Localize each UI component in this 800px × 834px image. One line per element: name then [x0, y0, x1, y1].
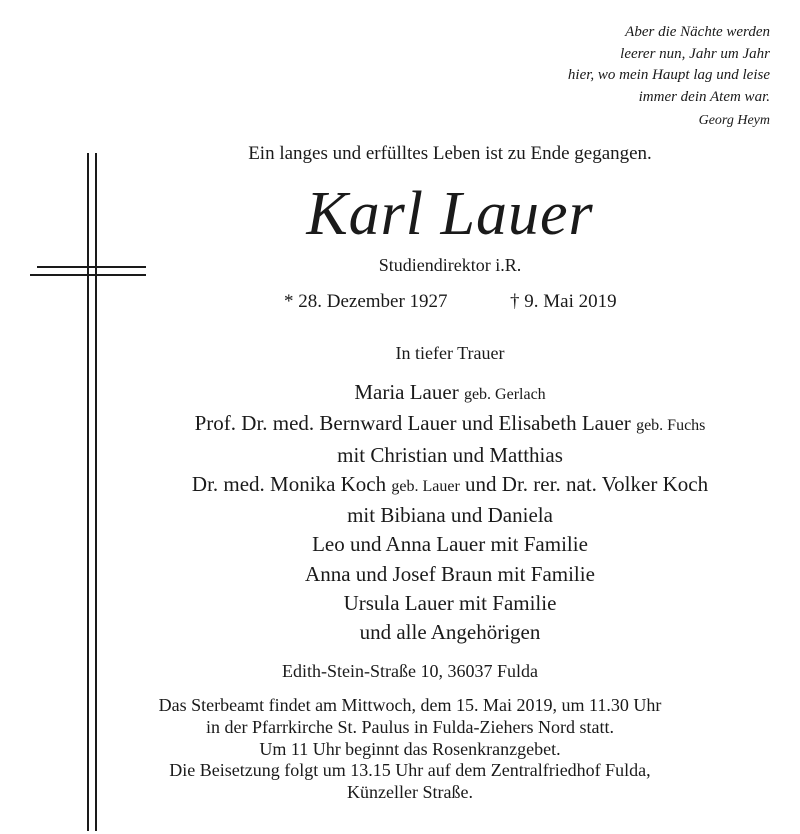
poem-line: leerer nun, Jahr um Jahr — [620, 45, 770, 62]
deceased-title: Studiendirektor i.R. — [378, 255, 522, 275]
address: Edith-Stein-Straße 10, 36037 Fulda — [282, 661, 538, 681]
poem-line: Aber die Nächte werden — [625, 24, 770, 40]
poem-author: Georg Heym — [698, 113, 770, 128]
maiden-name: geb. Gerlach — [463, 386, 546, 403]
family-line — [100, 378, 800, 409]
family-list — [100, 378, 800, 648]
poem — [410, 22, 770, 132]
family-name: Dr. med. Monika Koch — [191, 471, 387, 496]
service-line: Künzeller Straße. — [347, 782, 473, 803]
family-line: mit Christian und Matthias — [337, 442, 563, 467]
family-line: Ursula Lauer mit Familie — [343, 591, 557, 616]
mourning-heading: In tiefer Trauer — [395, 343, 505, 363]
death-date: † 9. Mai 2019 — [510, 291, 617, 312]
family-line — [100, 470, 800, 501]
service-line: in der Pfarrkirche St. Paulus in Fulda-Ziehers Nord statt. — [206, 716, 614, 737]
family-line: und alle Angehörigen — [359, 620, 541, 645]
family-name: Prof. Dr. med. Bernward Lauer und Elisabeth Lauer — [194, 411, 631, 436]
family-name: Maria Lauer — [354, 380, 459, 404]
deceased-name: Karl Lauer — [306, 180, 594, 248]
birth-date: * 28. Dezember 1927 — [284, 291, 448, 312]
family-line: mit Bibiana und Daniela — [347, 503, 553, 528]
family-line: Leo und Anna Lauer mit Familie — [312, 532, 588, 557]
family-line — [100, 409, 800, 440]
service-line: Das Sterbeamt findet am Mittwoch, dem 15. Mai 2019, um 11.30 Uhr — [158, 695, 662, 715]
intro-text: Ein langes und erfülltes Leben ist zu Ende gegangen. — [248, 143, 652, 164]
service-line: Die Beisetzung folgt um 13.15 Uhr auf dem Zentralfriedhof Fulda, — [169, 760, 651, 781]
maiden-name: geb. Fuchs — [636, 417, 706, 435]
poem-line: immer dein Atem war. — [638, 88, 770, 105]
service-info — [80, 695, 740, 804]
family-name: und Dr. rer. nat. Volker Koch — [465, 471, 709, 496]
service-line: Um 11 Uhr beginnt das Rosenkranzgebet. — [259, 738, 561, 759]
family-line: Anna und Josef Braun mit Familie — [305, 561, 595, 586]
poem-line: hier, wo mein Haupt lag und leise — [567, 67, 770, 83]
maiden-name: geb. Lauer — [391, 477, 460, 495]
